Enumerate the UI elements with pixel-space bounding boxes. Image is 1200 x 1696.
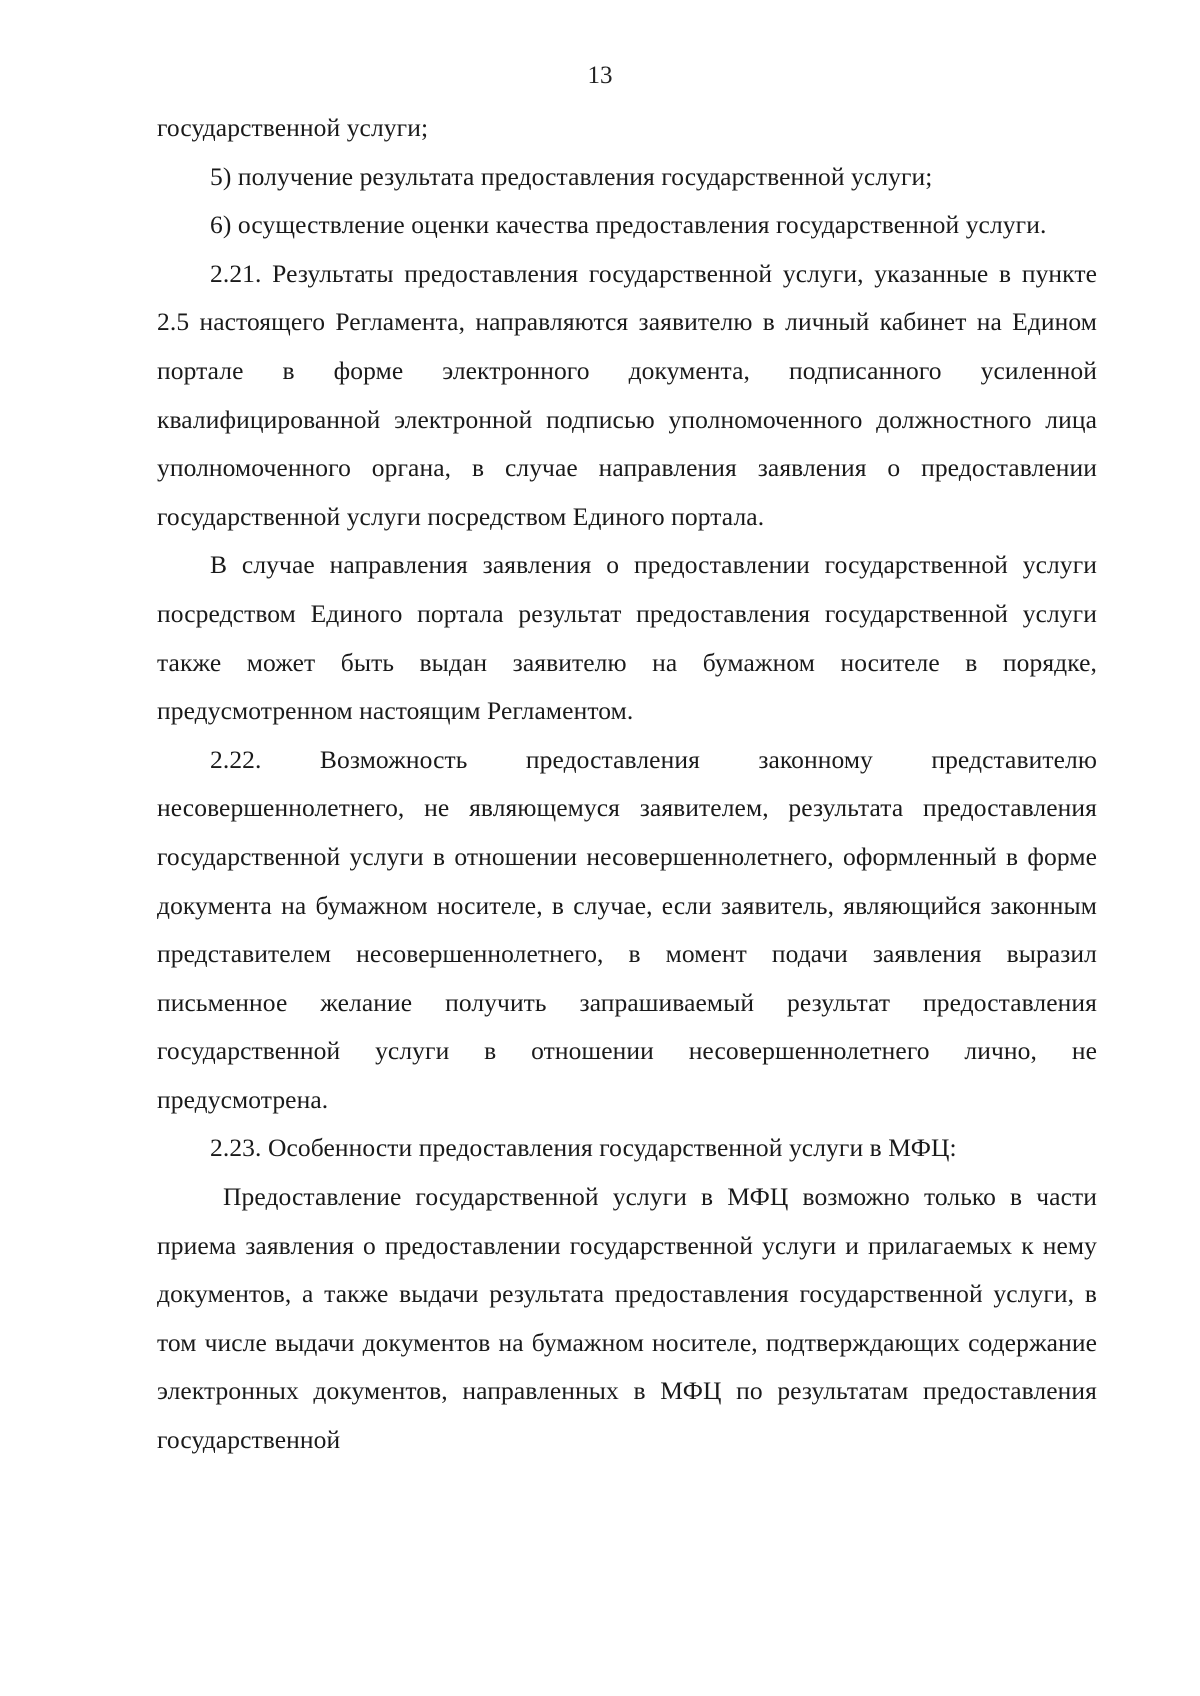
- section-2-22: 2.22. Возможность предоставления законному представителю несовершеннолетнего, не являющемуся заявителем, результата предоставления государственной услуги в отношении несовершеннолетнего, оформленный в форме документа на бумажном носителе, в случае, если заявитель, являющийся законным представителем несовершеннолетнего, в момент подачи заявления выразил письменное желание получить запрашиваемый результат предоставления государственной услуги в отношении несовершеннолетнего лично, не предусмотрена.: [157, 744, 1097, 1114]
- document-body: [157, 104, 1097, 1465]
- paragraph-continuation: государственной услуги;: [157, 113, 429, 142]
- paragraph-mfc-service: Предоставление государственной услуги в МФЦ возможно только в части приема заявления о предоставлении государственной услуги и прилагаемых к нему документов, а также выдачи результата предоставления государственной услуги, в том числе выдачи документов на бумажном носителе, подтверждающих содержание электронных документов, направленных в МФЦ по результатам предоставления государственной: [157, 1182, 1097, 1455]
- list-item-6: 6) осуществление оценки качества предоставления государственной услуги.: [210, 210, 1047, 240]
- list-item-5: 5) получение результата предоставления государственной услуги;: [210, 161, 933, 191]
- page-number: 13: [587, 62, 613, 89]
- paragraph-paper-result: В случае направления заявления о предоставлении государственной услуги посредством Единого портала результат предоставления государственной услуги также может быть выдан заявителю на бумажном носителе в порядке, предусмотренном настоящим Регламентом.: [157, 550, 1097, 726]
- section-2-21: 2.21. Результаты предоставления государственной услуги, указанные в пункте 2.5 настоящего Регламента, направляются заявителю в личный кабинет на Едином портале в форме электронного документа, подписанного усиленной квалифицированной электронной подписью уполномоченного должностного лица уполномоченного органа, в случае направления заявления о предоставлении государственной услуги посредством Единого портала.: [157, 258, 1097, 531]
- section-2-23: 2.23. Особенности предоставления государственной услуги в МФЦ:: [210, 1133, 957, 1163]
